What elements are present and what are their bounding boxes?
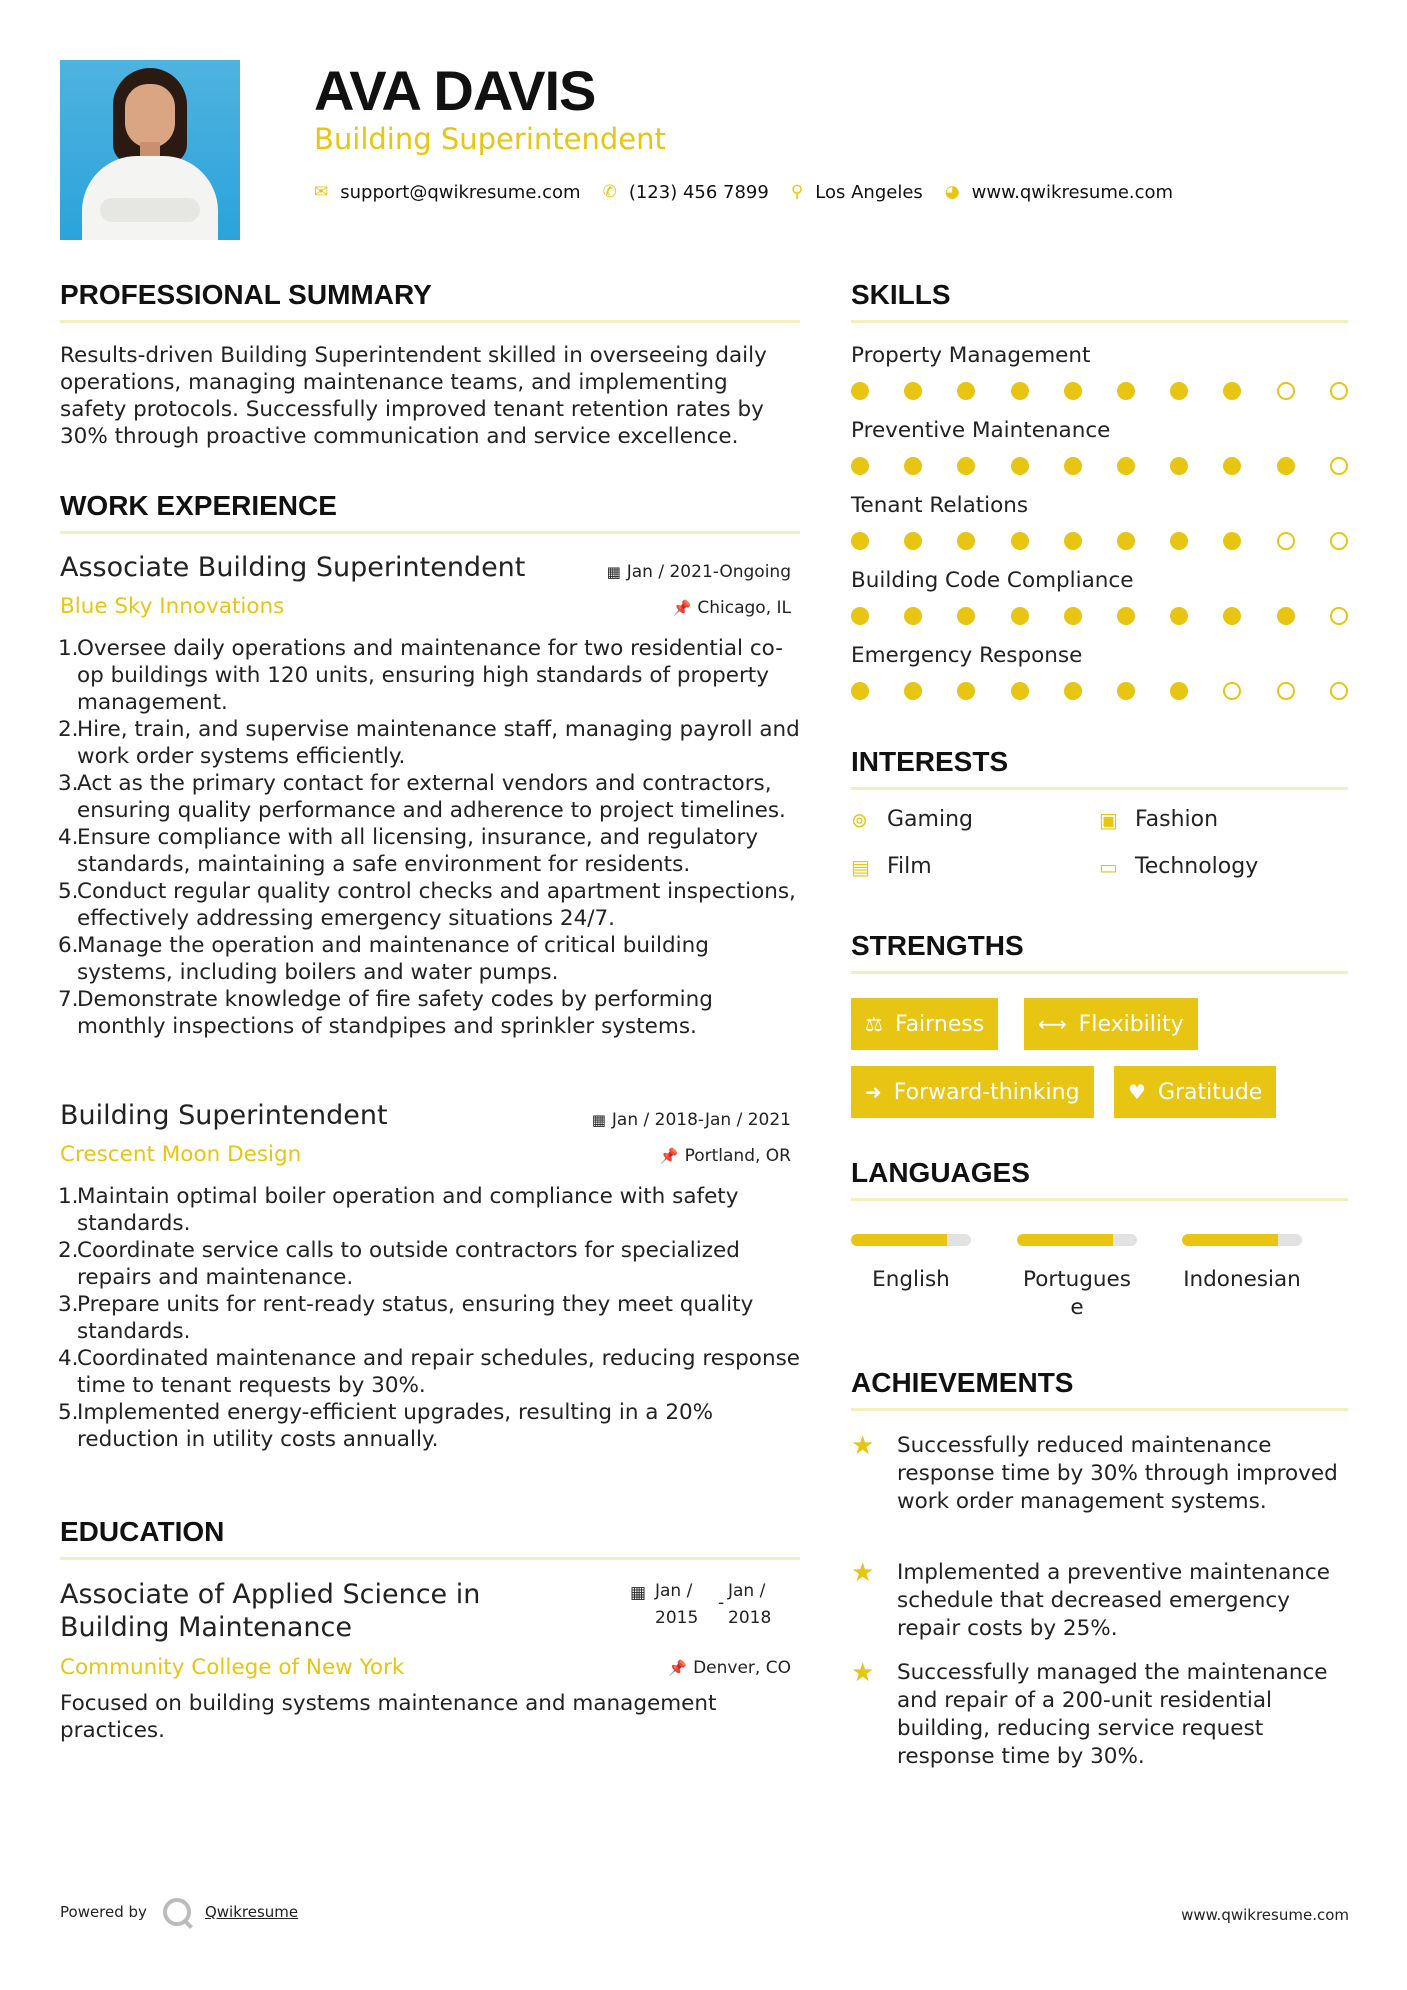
list-item: 5. Conduct regular quality control checks and apartment inspections, effectively addressing emergency situations 24/7. xyxy=(58,879,796,931)
calendar-icon: ▦ xyxy=(630,1583,647,1603)
summary-heading: PROFESSIONAL SUMMARY xyxy=(60,279,432,310)
star-icon: ★ xyxy=(851,1558,875,1588)
rating-dot-filled xyxy=(851,682,869,700)
education-description: Focused on building systems maintenance and management practices. xyxy=(60,1691,717,1743)
experience-heading: WORK EXPERIENCE xyxy=(60,490,337,521)
language-item xyxy=(851,1234,971,1294)
rating-dot-filled xyxy=(1011,532,1029,550)
language-name: Indonesian xyxy=(1183,1267,1301,1292)
achievements-heading: ACHIEVEMENTS xyxy=(851,1367,1074,1398)
rating-dot-filled xyxy=(1117,532,1135,550)
strength-badge: ➜ Forward-thinking xyxy=(851,1066,1094,1118)
interests-heading: INTERESTS xyxy=(851,746,1009,777)
rating-dot-filled xyxy=(904,682,922,700)
strength-badge: ♥ Gratitude xyxy=(1114,1066,1276,1118)
job-title: Associate Building Superintendent xyxy=(60,552,526,583)
shopping-bag-icon: ▣ xyxy=(1099,807,1118,832)
rating-dot-filled xyxy=(1170,682,1188,700)
profile-photo xyxy=(60,60,240,240)
list-item: 5. Implemented energy-efficient upgrades, resulting in a 20% reduction in utility costs annually. xyxy=(58,1400,714,1452)
skill-rating xyxy=(851,607,1351,627)
skill-label: Preventive Maintenance xyxy=(851,418,1111,443)
arrows-horizontal-icon: ⟷ xyxy=(1038,1012,1067,1036)
rating-dot-filled xyxy=(851,532,869,550)
rating-dot-filled xyxy=(1277,457,1295,475)
rating-dot-filled xyxy=(1011,607,1029,625)
rating-dot-filled xyxy=(1170,457,1188,475)
film-icon: ▤ xyxy=(851,854,870,879)
skill-label: Property Management xyxy=(851,343,1091,368)
achievement-item: ★ Implemented a preventive maintenance schedule that decreased emergency repair costs by 25%. xyxy=(851,1558,1330,1641)
list-item: 2. Hire, train, and supervise maintenance staff, managing payroll and work order systems efficiently. xyxy=(58,717,800,769)
list-item: 1. Oversee daily operations and maintenance for two residential co-op buildings with 120 units, ensuring high standards of property management. xyxy=(58,636,783,715)
job-location: 📌 Chicago, IL xyxy=(672,598,791,618)
languages-divider xyxy=(851,1198,1348,1201)
skill-label: Emergency Response xyxy=(851,643,1083,668)
skill-rating xyxy=(851,382,1351,402)
envelope-icon: ✉ xyxy=(314,182,329,202)
globe-icon: ◕ xyxy=(944,182,960,202)
language-item xyxy=(1017,1234,1137,1322)
education-divider xyxy=(60,1557,800,1560)
rating-dot-filled xyxy=(1064,457,1082,475)
rating-dot-filled xyxy=(1011,382,1029,400)
balance-scale-icon: ⚖ xyxy=(865,1012,883,1036)
education-end-date: Jan / 2018 xyxy=(728,1581,772,1628)
pushpin-icon: 📌 xyxy=(672,599,692,617)
rating-dot-filled xyxy=(1117,682,1135,700)
list-item: 7. Demonstrate knowledge of fire safety codes by performing monthly inspections of standpipes and sprinkler systems. xyxy=(58,987,713,1039)
rating-dot-filled xyxy=(1011,457,1029,475)
rating-dot-empty xyxy=(1330,382,1348,400)
language-name: Portuguese xyxy=(1023,1267,1131,1320)
job-date: ▦ Jan / 2018-Jan / 2021 xyxy=(591,1110,791,1130)
rating-dot-filled xyxy=(851,457,869,475)
rating-dot-filled xyxy=(957,682,975,700)
rating-dot-filled xyxy=(904,607,922,625)
contact-location: Los Angeles xyxy=(815,181,923,203)
summary-divider xyxy=(60,320,800,323)
strength-badge: ⟷ Flexibility xyxy=(1024,998,1198,1050)
education-start-date: Jan / 2015 xyxy=(655,1581,699,1628)
language-level-bar xyxy=(851,1234,971,1246)
powered-by-text: Powered by xyxy=(60,1903,147,1921)
list-item: 3. Act as the primary contact for external vendors and contractors, ensuring quality performance and adherence to project timelines. xyxy=(58,771,786,823)
calendar-icon: ▦ xyxy=(591,1111,606,1129)
language-level-bar xyxy=(1182,1234,1302,1246)
language-level-bar xyxy=(1017,1234,1137,1246)
achievement-item: ★ Successfully reduced maintenance response time by 30% through improved work order management systems. xyxy=(851,1431,1338,1514)
contact-website[interactable]: www.qwikresume.com xyxy=(971,181,1174,203)
contact-bar xyxy=(314,180,1195,204)
job-company: Blue Sky Innovations xyxy=(60,594,285,619)
rating-dot-empty xyxy=(1277,682,1295,700)
phone-icon: ✆ xyxy=(602,182,617,202)
summary-text: Results-driven Building Superintendent skilled in overseeing daily operations, managing maintenance teams, and implementing safety protocols. Successfully improved tenant retention rates by 30% through proactive communication and service excellence. xyxy=(60,343,767,449)
heart-icon: ♥ xyxy=(1128,1080,1146,1104)
location-pin-icon: ⚲ xyxy=(790,182,804,202)
candidate-title: Building Superintendent xyxy=(314,122,666,156)
interest-item: ▤ Film xyxy=(851,854,932,879)
list-item: 6. Manage the operation and maintenance of critical building systems, including boilers and water pumps. xyxy=(58,933,709,985)
achievements-divider xyxy=(851,1408,1348,1411)
rating-dot-filled xyxy=(851,607,869,625)
skill-label: Building Code Compliance xyxy=(851,568,1134,593)
skills-divider xyxy=(851,320,1348,323)
star-icon: ★ xyxy=(851,1658,875,1688)
calendar-icon: ▦ xyxy=(606,563,621,581)
pushpin-icon: 📌 xyxy=(659,1147,679,1165)
achievement-item: ★ Successfully managed the maintenance and repair of a 200-unit residential building, reducing service request response time by 30%. xyxy=(851,1658,1328,1769)
rating-dot-filled xyxy=(1223,382,1241,400)
rating-dot-filled xyxy=(1064,532,1082,550)
rating-dot-empty xyxy=(1277,532,1295,550)
strength-badge: ⚖ Fairness xyxy=(851,998,998,1050)
interest-item: ▣ Fashion xyxy=(1099,807,1219,832)
rating-dot-filled xyxy=(1117,382,1135,400)
rating-dot-filled xyxy=(957,457,975,475)
interests-divider xyxy=(851,787,1348,790)
rating-dot-filled xyxy=(904,457,922,475)
rating-dot-filled xyxy=(1223,457,1241,475)
rating-dot-filled xyxy=(1064,682,1082,700)
rating-dot-filled xyxy=(1223,607,1241,625)
rating-dot-filled xyxy=(957,532,975,550)
interest-item: ⊚ Gaming xyxy=(851,807,973,832)
skills-heading: SKILLS xyxy=(851,279,951,310)
rating-dot-empty xyxy=(1330,607,1348,625)
skill-rating xyxy=(851,682,1351,702)
contact-email[interactable]: support@qwikresume.com xyxy=(340,181,581,203)
qwikresume-logo-icon xyxy=(163,1898,191,1926)
education-location: 📌 Denver, CO xyxy=(668,1658,791,1678)
footer-powered-by xyxy=(60,1898,298,1926)
rating-dot-filled xyxy=(904,382,922,400)
education-heading: EDUCATION xyxy=(60,1516,225,1547)
degree-title: Associate of Applied Science in Building Maintenance xyxy=(60,1579,481,1643)
rating-dot-filled xyxy=(1117,607,1135,625)
rating-dot-empty xyxy=(1330,682,1348,700)
job-title: Building Superintendent xyxy=(60,1100,388,1131)
job-duties-list xyxy=(58,1183,803,1453)
job-company: Crescent Moon Design xyxy=(60,1142,302,1167)
star-icon: ★ xyxy=(851,1431,875,1461)
rating-dot-empty xyxy=(1223,682,1241,700)
rating-dot-filled xyxy=(957,607,975,625)
contact-phone[interactable]: (123) 456 7899 xyxy=(628,181,769,203)
rating-dot-filled xyxy=(904,532,922,550)
rating-dot-filled xyxy=(1277,607,1295,625)
rating-dot-empty xyxy=(1277,382,1295,400)
job-date: ▦ Jan / 2021-Ongoing xyxy=(606,562,791,582)
school-name: Community College of New York xyxy=(60,1655,405,1680)
rating-dot-filled xyxy=(1064,607,1082,625)
list-item: 4. Coordinated maintenance and repair schedules, reducing response time to tenant requests by 30%. xyxy=(58,1346,801,1398)
footer-website[interactable]: www.qwikresume.com xyxy=(1181,1906,1349,1924)
rating-dot-filled xyxy=(851,382,869,400)
rating-dot-empty xyxy=(1330,457,1348,475)
rating-dot-filled xyxy=(1011,682,1029,700)
experience-divider xyxy=(60,531,800,534)
gamepad-icon: ⊚ xyxy=(851,807,868,832)
education-date-separator: - xyxy=(718,1593,725,1613)
rating-dot-filled xyxy=(957,382,975,400)
strengths-divider xyxy=(851,971,1348,974)
skill-label: Tenant Relations xyxy=(851,493,1029,518)
strengths-heading: STRENGTHS xyxy=(851,930,1024,961)
rating-dot-filled xyxy=(1170,532,1188,550)
rating-dot-filled xyxy=(1170,607,1188,625)
job-location: 📌 Portland, OR xyxy=(659,1146,791,1166)
rating-dot-filled xyxy=(1117,457,1135,475)
rating-dot-filled xyxy=(1064,382,1082,400)
interest-item: ▭ Technology xyxy=(1099,854,1259,879)
language-name: English xyxy=(872,1267,950,1292)
rating-dot-filled xyxy=(1223,532,1241,550)
footer-brand-link[interactable]: Qwikresume xyxy=(204,1903,299,1921)
rating-dot-empty xyxy=(1330,532,1348,550)
list-item: 2. Coordinate service calls to outside contractors for specialized repairs and maintenance. xyxy=(58,1238,740,1290)
list-item: 4. Ensure compliance with all licensing, insurance, and regulatory standards, maintaining a safe environment for residents. xyxy=(58,825,759,877)
pushpin-icon: 📌 xyxy=(668,1659,688,1677)
laptop-icon: ▭ xyxy=(1099,854,1118,879)
list-item: 1. Maintain optimal boiler operation and compliance with safety standards. xyxy=(58,1184,739,1236)
list-item: 3. Prepare units for rent-ready status, ensuring they meet quality standards. xyxy=(58,1292,754,1344)
arrow-right-icon: ➜ xyxy=(865,1080,882,1104)
rating-dot-filled xyxy=(1170,382,1188,400)
skill-rating xyxy=(851,532,1351,552)
job-duties-list xyxy=(58,635,803,1040)
languages-heading: LANGUAGES xyxy=(851,1157,1030,1188)
language-item xyxy=(1182,1234,1302,1294)
candidate-name: AVA DAVIS xyxy=(314,59,596,122)
skill-rating xyxy=(851,457,1351,477)
